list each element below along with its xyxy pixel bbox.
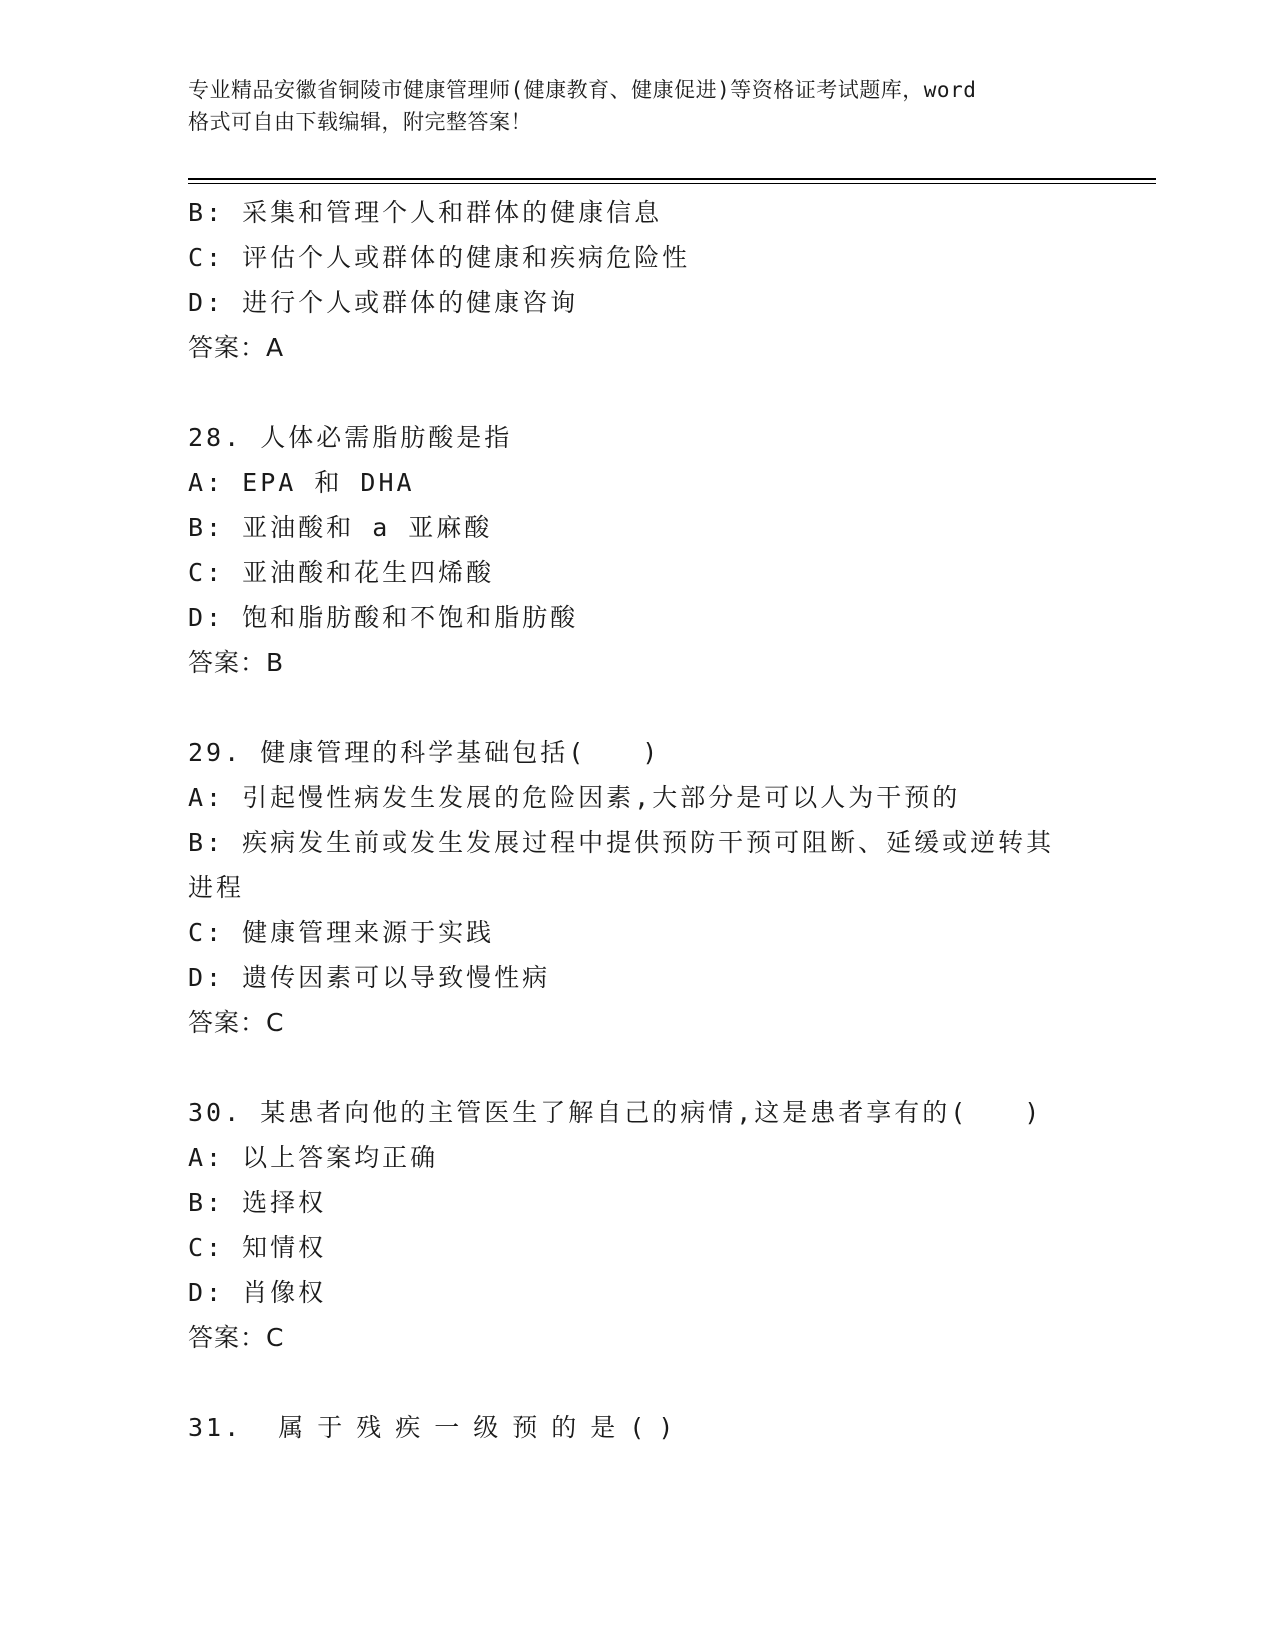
header-line-1: 专业精品安徽省铜陵市健康管理师(健康教育、健康促进)等资格证考试题库，word: [188, 78, 977, 102]
answer-line: 答案：B: [188, 648, 285, 677]
question-31: [188, 1405, 1088, 1450]
option-c: C: 评估个人或群体的健康和疾病危险性: [188, 243, 691, 272]
question-text: 30. 某患者向他的主管医生了解自己的病情,这是患者享有的( ): [188, 1098, 1043, 1127]
option-b: B: 亚油酸和 a 亚麻酸: [188, 513, 493, 542]
question-28: [188, 415, 1088, 685]
answer-line: 答案：A: [188, 333, 285, 362]
option-b: B: 采集和管理个人和群体的健康信息: [188, 198, 663, 227]
option-d: D: 遗传因素可以导致慢性病: [188, 963, 551, 992]
answer-line: 答案：C: [188, 1008, 285, 1037]
document-header: [188, 74, 1088, 138]
option-d: D: 进行个人或群体的健康咨询: [188, 288, 579, 317]
question-30: [188, 1090, 1088, 1360]
header-divider-thick: [188, 178, 1156, 180]
option-c: C: 亚油酸和花生四烯酸: [188, 558, 495, 587]
header-line-2: 格式可自由下载编辑，附完整答案！: [188, 110, 532, 134]
question-text: 29. 健康管理的科学基础包括( ): [188, 738, 661, 767]
question-list: [188, 190, 1088, 1450]
question-text: [188, 1405, 1088, 1450]
question-number: 31.: [188, 1413, 243, 1442]
question-text: 28. 人体必需脂肪酸是指: [188, 423, 513, 452]
option-d: D: 饱和脂肪酸和不饱和脂肪酸: [188, 603, 579, 632]
option-b: B: 选择权: [188, 1188, 327, 1217]
option-a: A: 引起慢性病发生发展的危险因素,大部分是可以人为干预的: [188, 783, 961, 812]
option-b-continued: 进程: [188, 873, 245, 902]
question-27-tail: [188, 190, 1088, 370]
question-stem: 属于残疾一级预的是(): [278, 1413, 688, 1442]
option-b: B: 疾病发生前或发生发展过程中提供预防干预可阻断、延缓或逆转其: [188, 828, 1055, 857]
option-a: A: EPA 和 DHA: [188, 468, 415, 497]
option-a: A: 以上答案均正确: [188, 1143, 439, 1172]
option-d: D: 肖像权: [188, 1278, 327, 1307]
header-divider-thin: [188, 183, 1156, 184]
option-c: C: 健康管理来源于实践: [188, 918, 495, 947]
option-c: C: 知情权: [188, 1233, 327, 1262]
answer-line: 答案：C: [188, 1323, 285, 1352]
question-29: [188, 730, 1088, 1045]
